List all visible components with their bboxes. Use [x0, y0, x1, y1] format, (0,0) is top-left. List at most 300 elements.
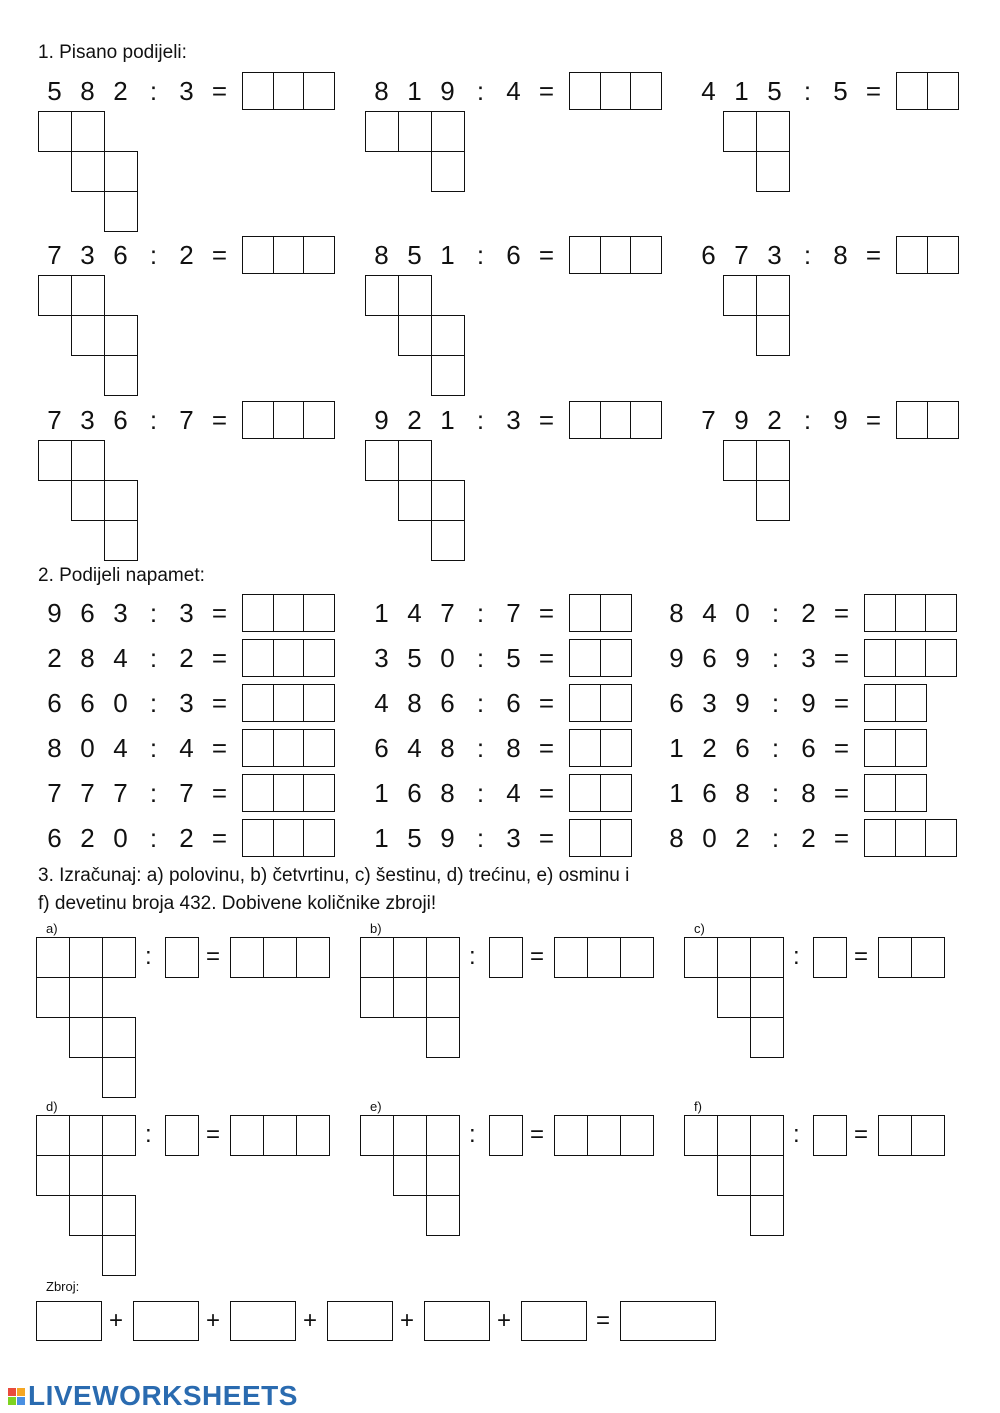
answer-box[interactable]: [600, 684, 632, 722]
division-sign: :: [149, 732, 158, 763]
division-sign: :: [149, 777, 158, 808]
answer-box[interactable]: [864, 729, 896, 767]
work-cell[interactable]: [102, 937, 136, 978]
answer-box[interactable]: [303, 72, 335, 110]
division-sign: :: [793, 1121, 800, 1148]
digit: 1: [440, 239, 455, 270]
work-cell[interactable]: [104, 151, 138, 192]
work-cell[interactable]: [431, 151, 465, 192]
digit: 7: [47, 404, 62, 435]
digit: 8: [407, 687, 422, 718]
answer-box[interactable]: [600, 236, 632, 274]
digit: 2: [702, 732, 717, 763]
answer-box[interactable]: [273, 401, 305, 439]
digit: 2: [735, 822, 750, 853]
answer-box[interactable]: [303, 639, 335, 677]
liveworksheets-logo: [8, 1380, 298, 1412]
answer-boxes: [242, 594, 335, 632]
equals-sign: =: [211, 404, 228, 435]
result-box[interactable]: [554, 937, 588, 978]
answer-box[interactable]: [303, 684, 335, 722]
problem-label: a): [46, 921, 58, 936]
work-cell[interactable]: [723, 111, 757, 152]
answer-box[interactable]: [303, 236, 335, 274]
answer-box[interactable]: [242, 819, 274, 857]
divisor-box[interactable]: [813, 937, 847, 978]
digit: 2: [767, 404, 782, 435]
answer-box[interactable]: [273, 594, 305, 632]
digit: 5: [47, 75, 62, 106]
mental-division-problem: [365, 683, 632, 723]
mental-division-problem: [38, 683, 335, 723]
digit: 8: [440, 732, 455, 763]
answer-box[interactable]: [569, 684, 601, 722]
answer-box[interactable]: [864, 684, 896, 722]
plus-sign: +: [109, 1307, 124, 1334]
digit: 4: [701, 75, 716, 106]
answer-box[interactable]: [895, 729, 927, 767]
division-expression: [365, 778, 563, 809]
result-box[interactable]: [587, 937, 621, 978]
answer-box[interactable]: [303, 401, 335, 439]
work-cell[interactable]: [756, 275, 790, 316]
digit: 9: [734, 404, 749, 435]
answer-box[interactable]: [600, 774, 632, 812]
answer-box[interactable]: [630, 401, 662, 439]
result-box[interactable]: [587, 1115, 621, 1156]
work-cell[interactable]: [398, 480, 432, 521]
division-expression: [692, 76, 890, 107]
work-cell[interactable]: [102, 1057, 136, 1098]
work-cell[interactable]: [360, 937, 394, 978]
answer-box[interactable]: [896, 72, 928, 110]
work-cell[interactable]: [750, 1155, 784, 1196]
answer-box[interactable]: [273, 729, 305, 767]
answer-boxes: [864, 594, 957, 632]
digit: 7: [701, 404, 716, 435]
digit: 0: [702, 822, 717, 853]
work-cell[interactable]: [398, 315, 432, 356]
digit: 8: [669, 822, 684, 853]
answer-box[interactable]: [600, 639, 632, 677]
digit: 3: [80, 404, 95, 435]
work-cell[interactable]: [69, 1195, 103, 1236]
division-expression: [365, 643, 563, 674]
work-cell[interactable]: [426, 977, 460, 1018]
division-expression: [365, 405, 563, 436]
digit: 8: [374, 75, 389, 106]
work-cell[interactable]: [717, 937, 751, 978]
digit: 0: [440, 642, 455, 673]
answer-boxes: [569, 72, 662, 110]
work-cell[interactable]: [104, 480, 138, 521]
answer-box[interactable]: [242, 72, 274, 110]
division-sign: :: [803, 75, 812, 106]
result-box[interactable]: [263, 1115, 297, 1156]
answer-box[interactable]: [273, 819, 305, 857]
work-cell[interactable]: [38, 275, 72, 316]
result-box[interactable]: [554, 1115, 588, 1156]
answer-box[interactable]: [242, 729, 274, 767]
answer-box[interactable]: [600, 594, 632, 632]
sum-total-box[interactable]: [620, 1301, 716, 1341]
work-cell[interactable]: [104, 520, 138, 561]
digit: 8: [735, 777, 750, 808]
answer-box[interactable]: [303, 774, 335, 812]
mental-division-problem: [660, 728, 927, 768]
division-sign: :: [476, 597, 485, 628]
mental-division-problem: [365, 773, 632, 813]
answer-box[interactable]: [925, 639, 957, 677]
work-cell[interactable]: [723, 275, 757, 316]
work-cell[interactable]: [750, 977, 784, 1018]
answer-box[interactable]: [925, 819, 957, 857]
answer-box[interactable]: [242, 594, 274, 632]
result-box[interactable]: [296, 937, 330, 978]
division-expression: [660, 733, 858, 764]
division-sign: :: [476, 75, 485, 106]
result-box[interactable]: [263, 937, 297, 978]
sum-addend-box[interactable]: [327, 1301, 393, 1341]
work-cell[interactable]: [393, 937, 427, 978]
digit: 1: [374, 597, 389, 628]
digit: 7: [80, 777, 95, 808]
answer-box[interactable]: [600, 401, 632, 439]
digit: 3: [506, 404, 521, 435]
answer-box[interactable]: [864, 594, 896, 632]
sum-addend-box[interactable]: [133, 1301, 199, 1341]
sum-addend-box[interactable]: [230, 1301, 296, 1341]
answer-box[interactable]: [895, 594, 927, 632]
work-cell[interactable]: [431, 520, 465, 561]
digit: 9: [440, 75, 455, 106]
work-cell[interactable]: [426, 1195, 460, 1236]
digit: 3: [506, 822, 521, 853]
division-problem: [365, 71, 662, 111]
work-cell[interactable]: [360, 1115, 394, 1156]
work-cell[interactable]: [431, 111, 465, 152]
work-cell[interactable]: [71, 111, 105, 152]
work-cell[interactable]: [426, 937, 460, 978]
result-box[interactable]: [620, 937, 654, 978]
digit: 5: [407, 822, 422, 853]
work-cell[interactable]: [38, 440, 72, 481]
equals-sign: =: [538, 239, 555, 270]
digit: 3: [374, 642, 389, 673]
work-cell[interactable]: [756, 151, 790, 192]
work-cell[interactable]: [431, 480, 465, 521]
result-box[interactable]: [296, 1115, 330, 1156]
digit: 4: [113, 642, 128, 673]
answer-boxes: [864, 684, 927, 722]
answer-boxes: [569, 639, 632, 677]
digit: 1: [374, 777, 389, 808]
answer-boxes: [569, 401, 662, 439]
answer-box[interactable]: [630, 72, 662, 110]
work-cell[interactable]: [69, 1115, 103, 1156]
work-cell[interactable]: [756, 111, 790, 152]
work-cell[interactable]: [71, 275, 105, 316]
work-cell[interactable]: [426, 1115, 460, 1156]
mental-division-problem: [365, 728, 632, 768]
digit: 3: [179, 687, 194, 718]
answer-box[interactable]: [927, 72, 959, 110]
equals-sign: =: [211, 597, 228, 628]
answer-boxes: [864, 819, 957, 857]
digit: 5: [767, 75, 782, 106]
digit: 8: [80, 642, 95, 673]
digit: 1: [734, 75, 749, 106]
digit: 1: [669, 732, 684, 763]
division-problem: [365, 235, 662, 275]
division-sign: :: [476, 404, 485, 435]
division-expression: [365, 823, 563, 854]
digit: 8: [374, 239, 389, 270]
division-sign: :: [149, 687, 158, 718]
answer-box[interactable]: [600, 729, 632, 767]
answer-box[interactable]: [569, 639, 601, 677]
work-cell[interactable]: [71, 480, 105, 521]
sum-addend-box[interactable]: [521, 1301, 587, 1341]
work-cell[interactable]: [102, 1115, 136, 1156]
division-sign: :: [771, 777, 780, 808]
digit: 9: [669, 642, 684, 673]
digit: 0: [80, 732, 95, 763]
result-box[interactable]: [878, 1115, 912, 1156]
work-cell[interactable]: [717, 977, 751, 1018]
answer-box[interactable]: [569, 72, 601, 110]
digit: 5: [506, 642, 521, 673]
work-cell[interactable]: [393, 1115, 427, 1156]
work-cell[interactable]: [38, 111, 72, 152]
work-cell[interactable]: [750, 937, 784, 978]
answer-box[interactable]: [864, 819, 896, 857]
division-sign: :: [771, 642, 780, 673]
division-expression: [38, 823, 236, 854]
divisor-box[interactable]: [165, 937, 199, 978]
answer-box[interactable]: [273, 684, 305, 722]
equals-sign: =: [211, 822, 228, 853]
digit: 7: [47, 239, 62, 270]
digit: 8: [47, 732, 62, 763]
answer-box[interactable]: [927, 401, 959, 439]
work-cell[interactable]: [36, 1155, 70, 1196]
work-cell[interactable]: [102, 1195, 136, 1236]
digit: 6: [440, 687, 455, 718]
result-box[interactable]: [230, 1115, 264, 1156]
answer-boxes: [569, 819, 632, 857]
work-cell[interactable]: [398, 111, 432, 152]
answer-box[interactable]: [569, 236, 601, 274]
work-cell[interactable]: [756, 480, 790, 521]
answer-box[interactable]: [273, 236, 305, 274]
work-cell[interactable]: [104, 191, 138, 232]
digit: 9: [801, 687, 816, 718]
work-cell[interactable]: [69, 1155, 103, 1196]
work-cell[interactable]: [36, 937, 70, 978]
answer-box[interactable]: [895, 639, 927, 677]
work-cell[interactable]: [360, 977, 394, 1018]
equals-sign: =: [538, 597, 555, 628]
digit: 3: [113, 597, 128, 628]
work-cell[interactable]: [426, 1017, 460, 1058]
work-cell[interactable]: [36, 977, 70, 1018]
answer-box[interactable]: [895, 774, 927, 812]
answer-box[interactable]: [864, 774, 896, 812]
answer-box[interactable]: [600, 72, 632, 110]
work-cell[interactable]: [365, 440, 399, 481]
equals-sign: =: [538, 777, 555, 808]
work-cell[interactable]: [102, 1017, 136, 1058]
answer-box[interactable]: [303, 819, 335, 857]
division-expression: [660, 598, 858, 629]
digit: 0: [113, 822, 128, 853]
divisor-box[interactable]: [813, 1115, 847, 1156]
answer-box[interactable]: [303, 594, 335, 632]
answer-box[interactable]: [896, 401, 928, 439]
answer-box[interactable]: [569, 401, 601, 439]
answer-box[interactable]: [895, 684, 927, 722]
answer-box[interactable]: [927, 236, 959, 274]
equals-sign: =: [211, 732, 228, 763]
answer-box[interactable]: [895, 819, 927, 857]
digit: 0: [735, 597, 750, 628]
answer-box[interactable]: [242, 639, 274, 677]
answer-box[interactable]: [303, 729, 335, 767]
division-sign: :: [803, 404, 812, 435]
work-cell[interactable]: [36, 1115, 70, 1156]
digit: 6: [506, 687, 521, 718]
divisor-box[interactable]: [165, 1115, 199, 1156]
problem-label: e): [370, 1099, 382, 1114]
divisor-box[interactable]: [489, 1115, 523, 1156]
work-cell[interactable]: [723, 440, 757, 481]
section2-heading: 2. Podijeli napamet:: [38, 565, 205, 586]
answer-box[interactable]: [569, 774, 601, 812]
answer-box[interactable]: [864, 639, 896, 677]
digit: 6: [702, 777, 717, 808]
digit: 4: [506, 75, 521, 106]
division-sign: :: [149, 404, 158, 435]
work-cell[interactable]: [102, 1235, 136, 1276]
equals-sign: =: [833, 822, 850, 853]
work-cell[interactable]: [71, 315, 105, 356]
work-cell[interactable]: [365, 111, 399, 152]
work-cell[interactable]: [756, 315, 790, 356]
digit: 6: [80, 597, 95, 628]
sum-addend-box[interactable]: [424, 1301, 490, 1341]
digit: 4: [702, 597, 717, 628]
division-expression: [38, 405, 236, 436]
division-sign: :: [469, 1121, 476, 1148]
digit: 3: [80, 239, 95, 270]
work-cell[interactable]: [104, 355, 138, 396]
digit: 6: [701, 239, 716, 270]
work-cell[interactable]: [431, 315, 465, 356]
work-cell[interactable]: [717, 1115, 751, 1156]
digit: 9: [735, 687, 750, 718]
work-cell[interactable]: [684, 937, 718, 978]
work-cell[interactable]: [393, 1155, 427, 1196]
answer-boxes: [242, 236, 335, 274]
digit: 8: [833, 239, 848, 270]
division-sign: :: [476, 239, 485, 270]
answer-box[interactable]: [600, 819, 632, 857]
answer-box[interactable]: [242, 236, 274, 274]
division-sign: :: [149, 642, 158, 673]
digit: 2: [179, 239, 194, 270]
answer-box[interactable]: [273, 639, 305, 677]
digit: 6: [113, 239, 128, 270]
work-cell[interactable]: [71, 151, 105, 192]
division-expression: [660, 643, 858, 674]
digit: 7: [506, 597, 521, 628]
division-sign: :: [476, 822, 485, 853]
divisor-box[interactable]: [489, 937, 523, 978]
answer-box[interactable]: [273, 72, 305, 110]
division-expression: [38, 76, 236, 107]
work-cell[interactable]: [750, 1017, 784, 1058]
digit: 6: [47, 687, 62, 718]
work-cell[interactable]: [365, 275, 399, 316]
result-box[interactable]: [911, 937, 945, 978]
work-cell[interactable]: [426, 1155, 460, 1196]
answer-box[interactable]: [925, 594, 957, 632]
work-cell[interactable]: [104, 315, 138, 356]
work-cell[interactable]: [717, 1155, 751, 1196]
work-cell[interactable]: [69, 977, 103, 1018]
work-cell[interactable]: [750, 1195, 784, 1236]
answer-box[interactable]: [242, 401, 274, 439]
result-box[interactable]: [230, 937, 264, 978]
digit: 3: [179, 597, 194, 628]
result-box[interactable]: [911, 1115, 945, 1156]
work-cell[interactable]: [398, 440, 432, 481]
digit: 9: [374, 404, 389, 435]
answer-box[interactable]: [273, 774, 305, 812]
work-cell[interactable]: [431, 355, 465, 396]
answer-box[interactable]: [569, 819, 601, 857]
result-box[interactable]: [620, 1115, 654, 1156]
answer-box[interactable]: [896, 236, 928, 274]
answer-box[interactable]: [569, 729, 601, 767]
work-cell[interactable]: [71, 440, 105, 481]
work-cell[interactable]: [750, 1115, 784, 1156]
equals-sign: =: [538, 404, 555, 435]
division-expression: [365, 733, 563, 764]
division-sign: :: [149, 822, 158, 853]
answer-box[interactable]: [630, 236, 662, 274]
mental-division-problem: [365, 593, 632, 633]
work-cell[interactable]: [756, 440, 790, 481]
division-sign: :: [476, 642, 485, 673]
answer-boxes: [569, 729, 632, 767]
division-sign: :: [476, 732, 485, 763]
answer-box[interactable]: [242, 774, 274, 812]
digit: 7: [440, 597, 455, 628]
sum-addend-box[interactable]: [36, 1301, 102, 1341]
result-box[interactable]: [878, 937, 912, 978]
answer-boxes: [242, 819, 335, 857]
work-cell[interactable]: [684, 1115, 718, 1156]
work-cell[interactable]: [393, 977, 427, 1018]
answer-box[interactable]: [242, 684, 274, 722]
work-cell[interactable]: [398, 275, 432, 316]
mental-division-problem: [38, 818, 335, 858]
answer-box[interactable]: [569, 594, 601, 632]
work-cell[interactable]: [69, 937, 103, 978]
work-cell[interactable]: [69, 1017, 103, 1058]
